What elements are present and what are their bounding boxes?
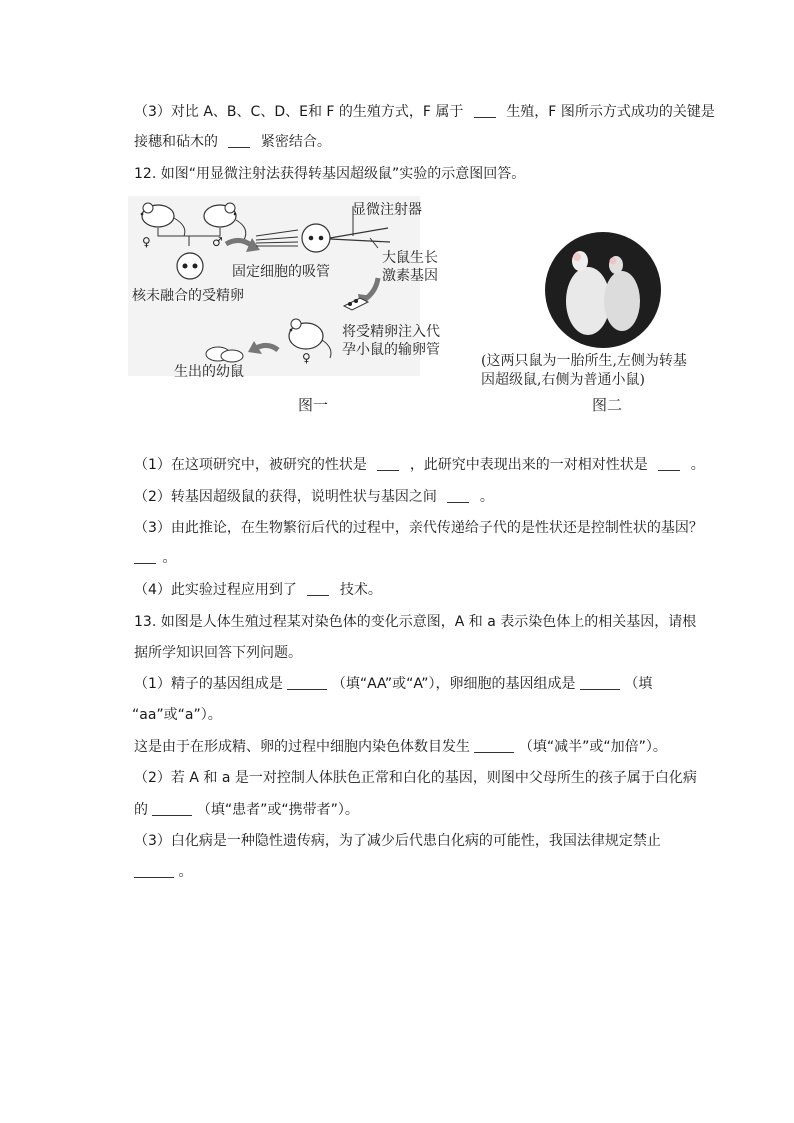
label-pups: 生出的幼鼠 [174, 364, 244, 380]
q12-figure-1 [128, 196, 440, 380]
q12-p1-text-a: （1）在这项研究中，被研究的性状是 [134, 457, 367, 473]
cross-lines [158, 228, 220, 246]
q12-p1-text-b: ，此研究中表现出来的一对相对性状是 [409, 457, 648, 473]
q13-p1-blank-3[interactable] [474, 738, 514, 753]
figure-1-caption: 图一 [298, 396, 329, 414]
q13-title-line2: 据所学知识回答下列问题。 [134, 645, 302, 661]
oviduct-injection-icon [344, 298, 368, 310]
q12-p3-end: 。 [162, 550, 177, 566]
label-microinjector: 显微注射器 [352, 202, 422, 218]
q13-part2-line1: （2）若 A 和 a 是一对控制人体肤色正常和白化的基因，则图中父母所生的孩子属于白化病 [134, 770, 697, 786]
q12-p2-text-a: （2）转基因超级鼠的获得，说明性状与基因之间 [134, 489, 437, 505]
label-holding-pipette: 固定细胞的吸管 [232, 264, 330, 280]
q11-p3-text-c: 接穗和砧木的 [134, 134, 218, 150]
q12-p1-text-c: 。 [690, 457, 705, 473]
q13-part1-line2: “aa”或“a”）。 [132, 707, 222, 723]
q12-p2-text-b: 。 [479, 489, 494, 505]
q13-part1-line3 [134, 737, 667, 757]
q12-part1 [134, 455, 705, 475]
label-inject-2: 孕小鼠的输卵管 [342, 342, 440, 358]
arrow-left-icon [256, 345, 278, 350]
label-growth-gene-2: 激素基因 [382, 268, 438, 284]
q13-p2-text-b: 的 [134, 802, 148, 818]
female-mouse-icon [141, 203, 185, 236]
q13-p2-blank[interactable] [152, 801, 192, 816]
q11-p3-text-d: 紧密结合。 [260, 134, 331, 150]
q12-p1-blank-1[interactable] [377, 456, 399, 471]
q13-part3-line1: （3）白化病是一种隐性遗传病，为了减少后代患白化病的可能性，我国法律规定禁止 [134, 833, 661, 849]
q12-p3-blank[interactable] [134, 549, 156, 564]
label-unfused-egg: 核未融合的受精卵 [132, 288, 244, 304]
q13-part2-line2 [134, 800, 359, 820]
q12-part4 [134, 580, 382, 600]
q12-p4-text-a: （4）此实验过程应用到了 [134, 582, 297, 598]
q12-p4-text-b: 技术。 [339, 582, 382, 598]
q11-p3-blank-2[interactable] [228, 133, 250, 148]
q12-p2-blank[interactable] [447, 488, 469, 503]
label-growth-gene-1: 大鼠生长 [382, 250, 438, 266]
fertilized-egg-icon [177, 253, 203, 279]
q13-p3-text-b: 。 [178, 864, 193, 880]
q11-part3-line2 [134, 132, 331, 152]
male-mouse-icon [204, 203, 246, 240]
q12-part2 [134, 487, 494, 507]
figure-2-note-2: 因超级鼠,右侧为普通小鼠) [481, 372, 645, 388]
q13-p1-text-b: （填“AA”或“A”），卵细胞的基因组成是 [331, 676, 576, 692]
q12-title: 12. 如图“用显微注射法获得转基因超级鼠”实验的示意图回答。 [134, 166, 526, 182]
q13-p1-text-e: 这是由于在形成精、卵的过程中细胞内染色体数目发生 [134, 739, 470, 755]
figure-2-caption: 图二 [592, 396, 623, 414]
q12-part3: （3）由此推论，在生物繁衍后代的过程中，亲代传递给子代的是性状还是控制性状的基因？ [134, 520, 703, 536]
q13-p1-blank-2[interactable] [580, 675, 620, 690]
q12-p4-blank[interactable] [307, 581, 329, 596]
female-symbol: ♀ [142, 235, 151, 249]
q13-title-line1: 13. 如图是人体生殖过程某对染色体的变化示意图，A 和 a 表示染色体上的相关基因，请根 [134, 614, 697, 630]
pups-icon [206, 347, 243, 362]
q11-part3-line1 [134, 102, 715, 122]
two-mice-photo [544, 231, 662, 349]
q12-figure-2 [544, 231, 662, 349]
label-inject-1: 将受精卵注入代 [342, 324, 440, 340]
q11-p3-text-b: 生殖，F 图所示方式成功的关键是 [506, 104, 715, 120]
q11-p3-text-a: （3）对比 A、B、C、D、E和 F 的生殖方式，F 属于 [134, 104, 464, 120]
q13-part3-line2 [134, 862, 192, 882]
surrogate-female-symbol: ♀ [302, 351, 311, 365]
q13-p2-text-c: （填“患者”或“携带者”）。 [196, 802, 359, 818]
q13-p1-text-c: （填 [624, 676, 653, 692]
q13-p1-text-a: （1）精子的基因组成是 [134, 676, 283, 692]
q13-p3-blank[interactable] [134, 863, 174, 878]
male-symbol: ♂ [212, 235, 223, 249]
q12-part3-answer [134, 548, 176, 568]
figure-2-note-1: (这两只鼠为一胎所生,左侧为转基 [481, 353, 687, 369]
q12-p1-blank-2[interactable] [658, 456, 680, 471]
arrow-right-icon [226, 240, 252, 246]
q13-p1-text-f: （填“减半”或“加倍”）。 [518, 739, 667, 755]
figure-1-diagram [128, 196, 440, 380]
q11-p3-blank-1[interactable] [474, 103, 496, 118]
q13-part1-line1 [134, 674, 652, 694]
q13-p1-blank-1[interactable] [287, 675, 327, 690]
